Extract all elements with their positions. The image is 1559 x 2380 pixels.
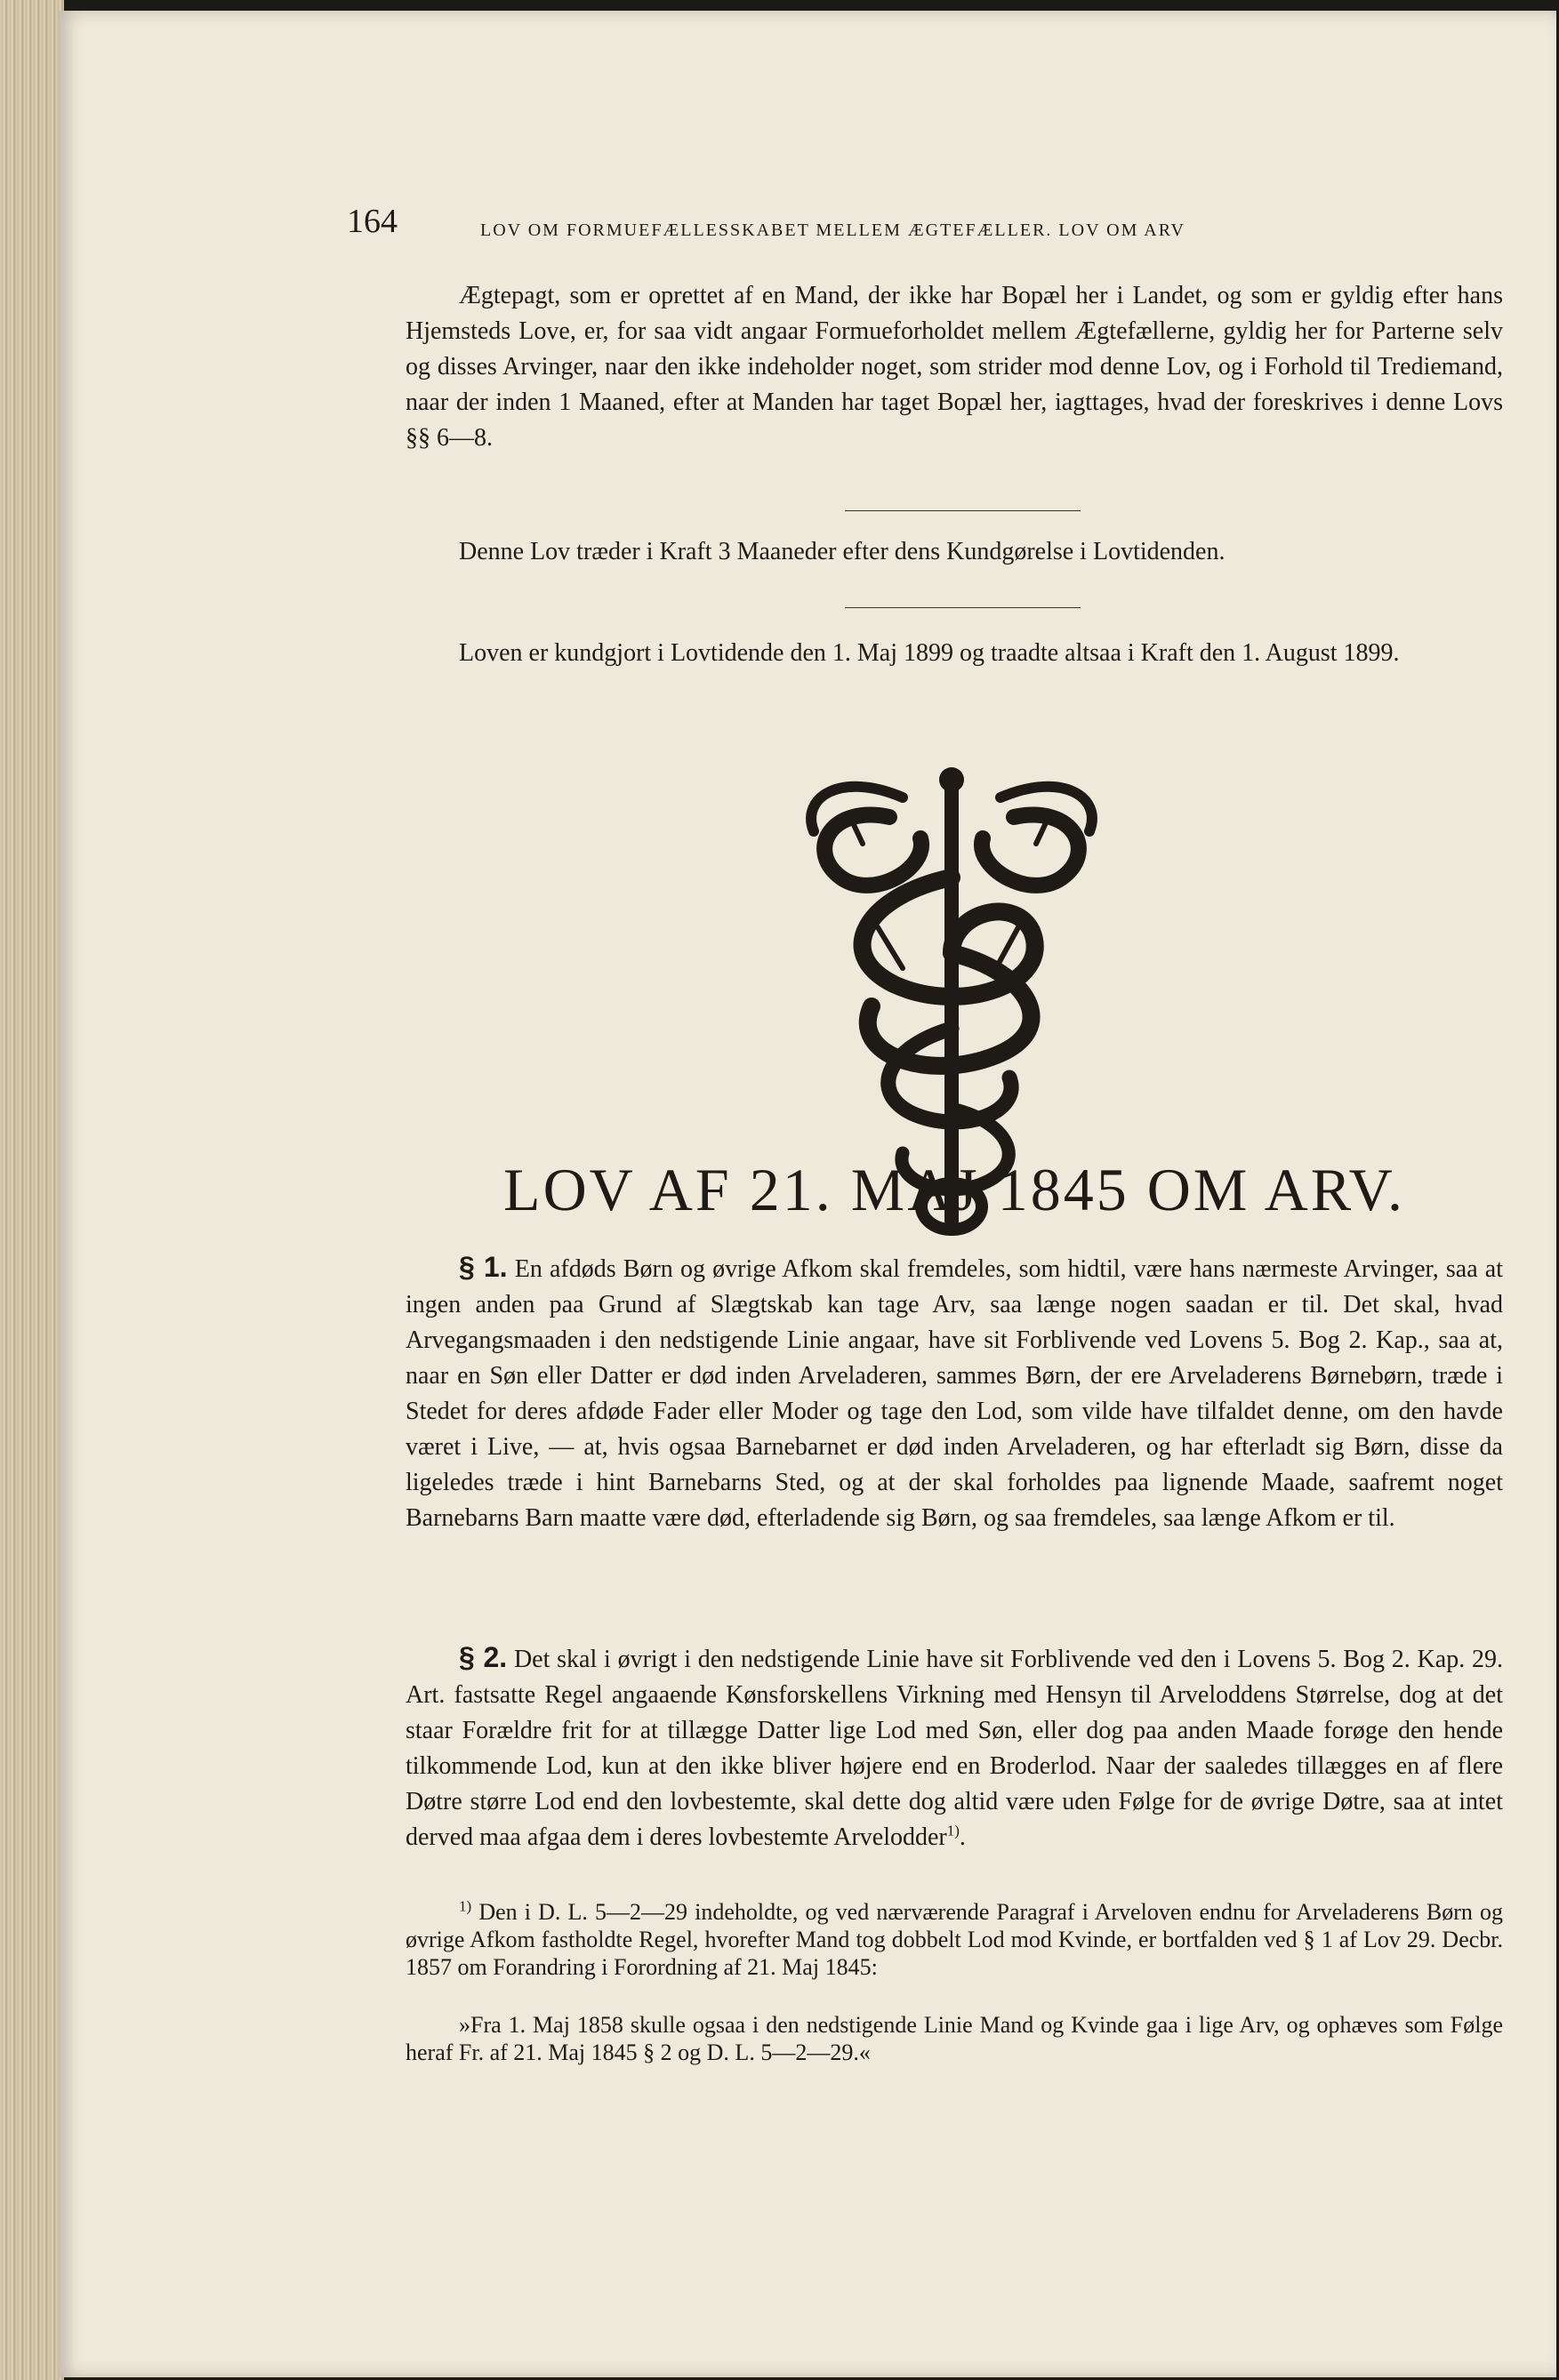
closing-paragraph: Ægtepagt, som er oprettet af en Mand, der ikke har Bopæl her i Landet, og som er gyldig efter hans Hjemsteds Love, er, for saa vidt angaar Formueforholdet mellem Ægtefællerne, gyldig her for Parterne selv og disses Arvinger, naar den ikke indeholder noget, som strider mod denne Lov, og i Forhold til Trediemand, naar der inden 1 Maaned, efter at Manden har taget Bopæl her, iagttages, hvad der foreskrives i denne Lovs §§ 6—8. — [406, 282, 1503, 452]
footnote — [406, 1898, 1503, 1981]
footnote-text: Den i D. L. 5—2—29 indeholdte, og ved nærværende Paragraf i Arveloven endnu for Arveladerens Børn og øvrige Afkom fastholdte Regel, hvorefter Mand tog dobbelt Lod mod Kvinde, er bortfalden ved § 1 af Lov 29. Decbr. 1857 om Forandring i Forordning af 21. Maj 1845: — [406, 1899, 1504, 1980]
book-page-edges — [0, 0, 64, 2380]
section-rule — [845, 607, 1081, 608]
promulgation-text: Loven er kundgjort i Lovtidende den 1. Maj 1899 og traadte altsaa i Kraft den 1. August 1899. — [459, 639, 1400, 667]
footnote-marker: 1) — [459, 1897, 472, 1915]
book-page — [59, 11, 1556, 2377]
section-2-text: Det skal i øvrigt i den nedstigende Linie have sit Forblivende ved den i Lovens 5. Bog 2. Kap. 29. Art. fastsatte Regel angaaende Kønsforskellens Virkning med Hensyn til Arveloddens Størrelse, dog at det staar Forældre frit for at tillægge Datter lige Lod med Søn, eller dog paa anden Maade forøge den hende tilkommende Lod, kun at den ikke bliver højere end en Broderlod. Naar der saaledes tillægges en af flere Døtre større Lod end den lovbestemte, skal dette dog altid være uden Følge for de øvrige Døtre, saa at intet derved maa afgaa dem i deres lovbestemte Arvelodder — [406, 1646, 1503, 1851]
footnote-quote: »Fra 1. Maj 1858 skulle ogsaa i den nedstigende Linie Mand og Kvinde gaa i lige Arv, og ophæves som Følge heraf Fr. af 21. Maj 1845 § 2 og D. L. 5—2—29.« — [406, 2012, 1503, 2065]
running-head — [347, 202, 1503, 255]
section-1-mark: § 1. — [459, 1251, 508, 1283]
section-2: § 2. Det skal i øvrigt i den nedstigende Linie have sit Forblivende ved den i Lovens 5. Bog 2. Kap. 29. Art. fastsatte Regel angaaende Kønsforskellens Virkning med Hensyn til Arveloddens Størrelse, dog at det staar Forældre frit for at tillægge Datter lige Lod med Søn, eller dog paa anden Maade forøge den hende tilkommende Lod, kun at den ikke bliver højere end en Broderlod. Naar der saaledes tillægges en af flere Døtre større Lod end den lovbestemte, skal dette dog altid være uden Følge for de øvrige Døtre, saa at intet derved maa afgaa dem i deres lovbestemte Arvelodder$^{1)}$. — [406, 1641, 1503, 1851]
page-number: 164 — [347, 203, 398, 240]
section-1-text: En afdøds Børn og øvrige Afkom skal fremdeles, som hidtil, være hans nærmeste Arvinger, saa at ingen anden paa Grund af Slægtskab kan tage Arv, saa længe nogen saadan er til. Det skal, hvad Arvegangsmaaden i den nedstigende Linie angaar, have sit Forblivende ved Lovens 5. Bog 2. Kap., saa at, naar en Søn eller Datter er død inden Arveladeren, sammes Børn, der ere Arveladerens Børnebørn, træde i Stedet for deres afdøde Fader eller Moder og tage den Lod, som vilde have tilfaldet denne, om den havde været i Live, — at, hvis ogsaa Barnebarnet er død inden Arveladeren, og har efterladt sig Børn, disse da ligeledes træde i hint Barnebarns Sted, og at der skal forholdes paa lignende Maade, saafremt noget Barnebarns Barn maatte være død, efterladende sig Børn, og saa fremdeles, saa længe Afkom er til. — [406, 1255, 1504, 1532]
promulgation-note — [406, 636, 1503, 671]
effective-note: Denne Lov træder i Kraft 3 Maaneder efter dens Kundgørelse i Lovtidenden. — [459, 538, 1226, 565]
section-1 — [406, 1249, 1503, 1536]
section-rule — [845, 510, 1081, 511]
law-title: LOV AF 21. MAJ 1845 OM ARV. — [503, 1156, 1405, 1223]
section-2-mark: § 2. — [459, 1641, 508, 1673]
running-head-title: LOV OM FORMUEFÆLLESSKABET MELLEM ÆGTEFÆLLER. LOV OM ARV — [480, 220, 1185, 240]
footnote-ref: 1) — [946, 1822, 960, 1839]
